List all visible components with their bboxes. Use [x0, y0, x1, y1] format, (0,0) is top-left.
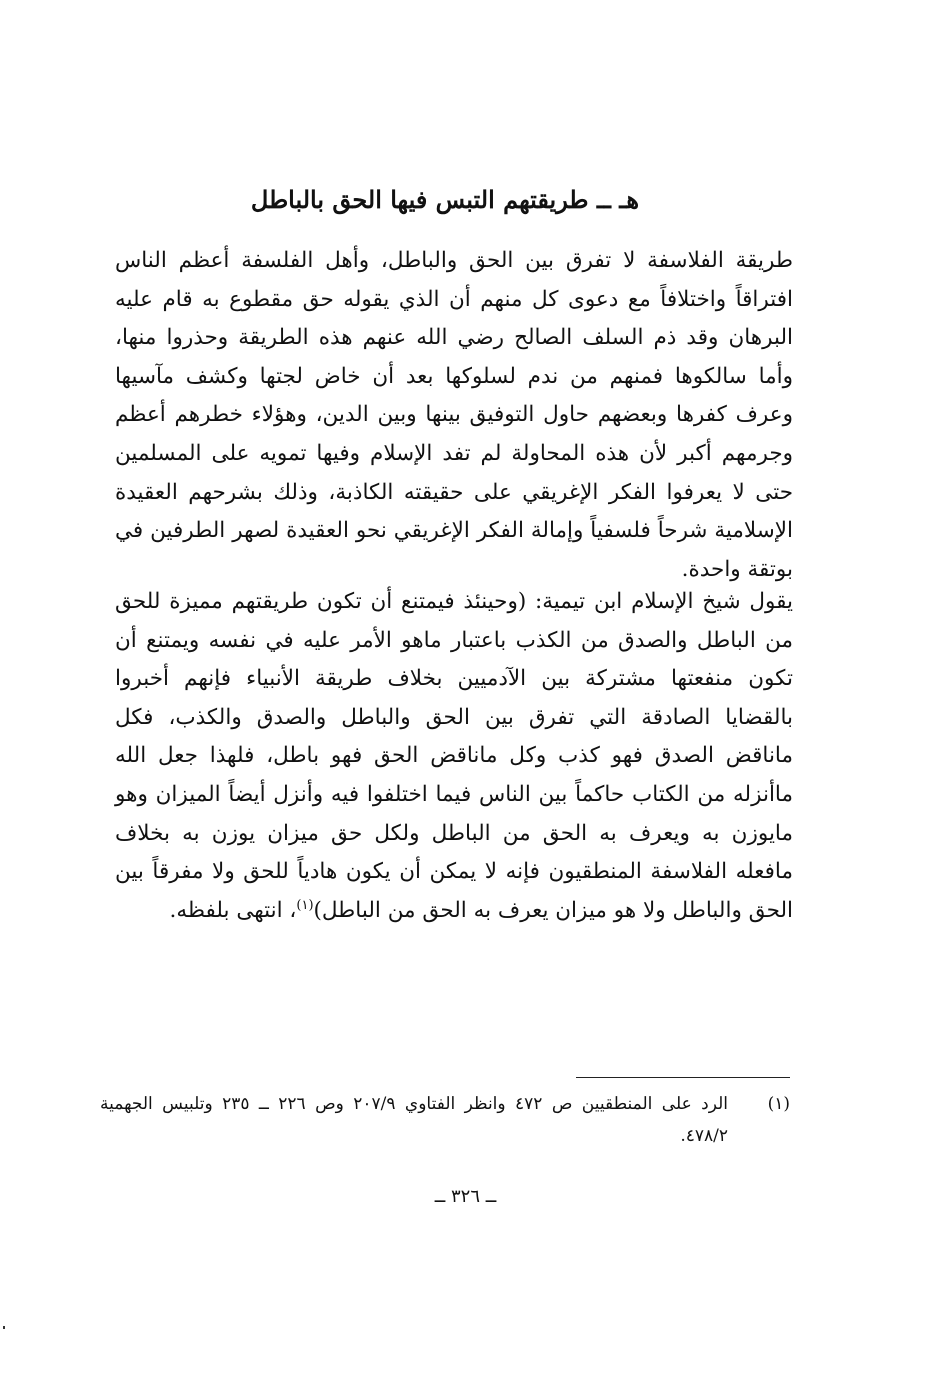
paragraph-2-body: يقول شيخ الإسلام ابن تيمية: (وحينئذ فيمتنع أن تكون طريقتهم مميزة للحق من الباطل والصدق من الكذب باعتبار ماهو الأمر عليه في نفسه ويمتنع أن تكون منفعتها مشتركة بين الآدميين بخلاف طريقة الأنبياء فإنهم أخبروا بالقضايا الصادقة التي تفرق بين الحق والباطل والصدق والكذب، فكل ماناقض الصدق فهو كذب وكل ماناقض الحق فهو باطل، فلهذا جعل الله ماأنزله من الكتاب حاكماً بين الناس فيما اختلفوا فيه وأنزل أيضاً الميزان وهو مايوزن به ويعرف به الحق من الباطل ولكل حق ميزان يوزن به بخلاف مافعله الفلاسفة المنطقيون فإنه لا يمكن أن يكون هادياً للحق ولا مفرقاً بين الحق والباطل ولا هو ميزان يعرف به الحق من الباطل) [115, 589, 793, 923]
footnote-marker: (١) [767, 1094, 790, 1114]
paragraph-1: طريقة الفلاسفة لا تفرق بين الحق والباطل، وأهل الفلسفة أعظم الناس افتراقاً واختلافاً مع دعوى كل منهم أن الذي يقوله حق مقطوع به قام عليه البرهان وقد ذم السلف الصالح رضي الله عنهم هذه الطريقة وحذروا منها، وأما سالكوها فمنهم من ندم لسلوكها بعد أن خاض لجتها وكشف مآسيها وعرف كفرها وبعضهم حاول التوفيق بينها وبين الدين، وهؤلاء خطرهم أعظم وجرمهم أكبر لأن هذه المحاولة لم تفد الإسلام وفيها تمويه على المسلمين حتى لا يعرفوا الفكر الإغريقي على حقيقته الكاذبة، وذلك بشرحهم العقيدة الإسلامية شرحاً فلسفياً وإمالة الفكر الإغريقي نحو العقيدة لصهر الطرفين في بوتقة واحدة. [115, 248, 793, 582]
paragraph-2 [115, 583, 793, 930]
paragraph-2-ending: ، انتهى بلفظه. [169, 897, 297, 923]
section-heading: هـ ــ طريقتهم التبس فيها الحق بالباطل [250, 185, 639, 214]
scan-speck [3, 1326, 5, 1329]
page-number: ــ ٣٢٦ ــ [434, 1186, 497, 1207]
footnote-divider [576, 1077, 790, 1078]
footnote [100, 1088, 790, 1152]
footnote-text: الرد على المنطقيين ص ٤٧٢ وانظر الفتاوي ٢٠٧/٩ وص ٢٢٦ ــ ٢٣٥ وتلبيس الجهمية ٤٧٨/٢. [100, 1094, 728, 1146]
footnote-reference: (١) [296, 897, 314, 913]
